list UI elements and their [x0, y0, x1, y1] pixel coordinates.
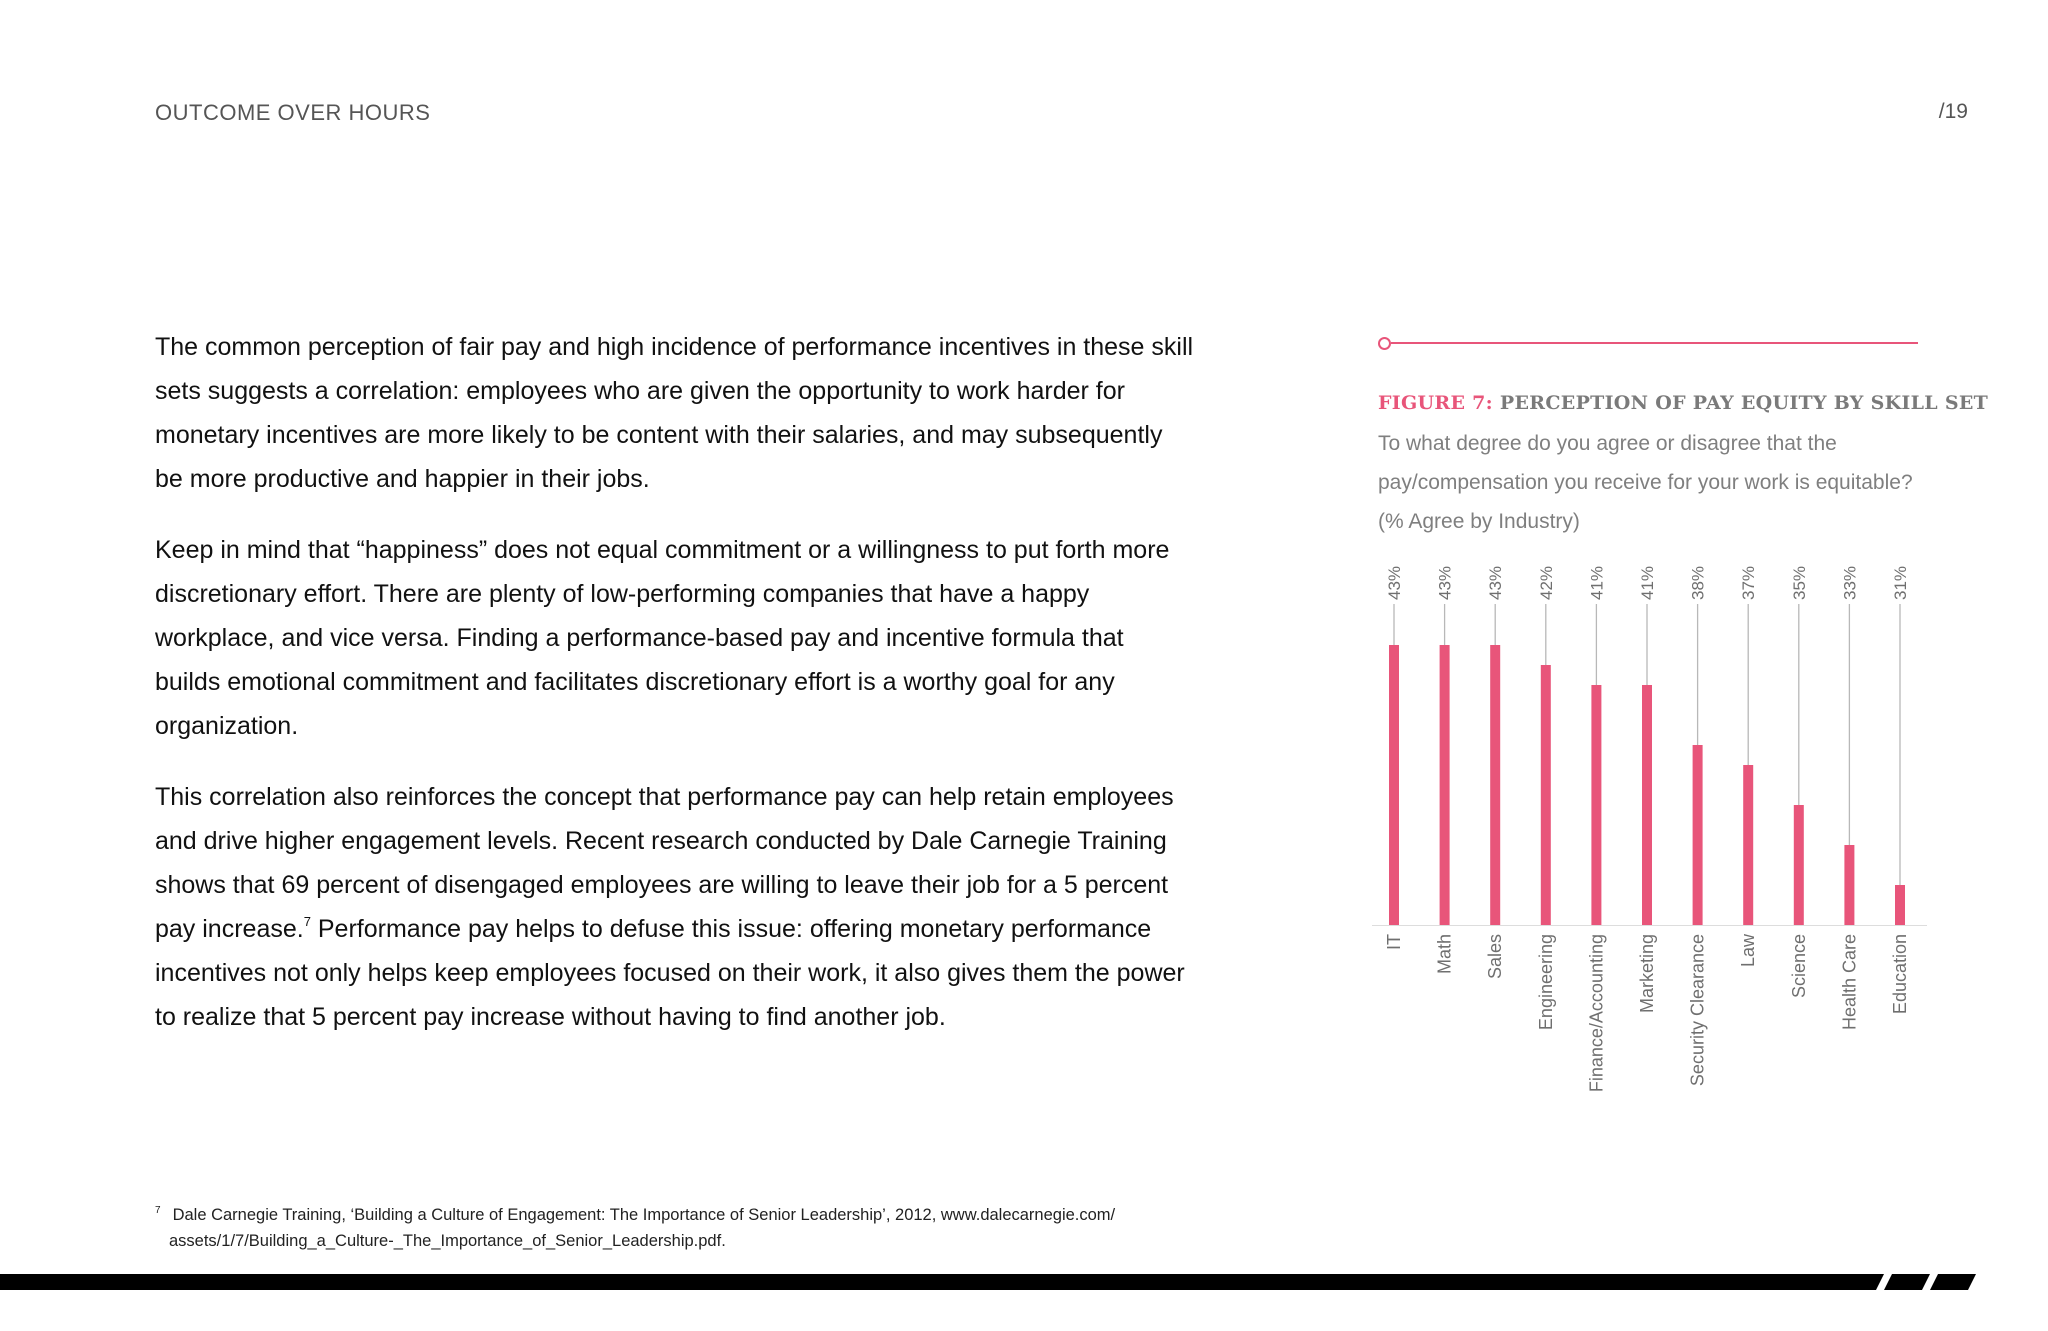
figure-rule [1378, 330, 1918, 356]
figure-rule-line [1391, 342, 1918, 344]
body-text [155, 325, 1195, 1066]
chart-value-label: 42% [1536, 565, 1556, 600]
paragraph-3 [155, 775, 1195, 1039]
figure-rule-dot [1378, 337, 1391, 350]
chart-value-label: 31% [1891, 565, 1910, 600]
figure-title [1378, 392, 1989, 414]
chart-value-label: 43% [1435, 565, 1455, 600]
bottom-bar-main [0, 1274, 1884, 1290]
chart-bar [1591, 685, 1601, 925]
chart-category-label: Finance/Accounting [1586, 934, 1607, 1093]
chart-category-label: Security Clearance [1687, 934, 1708, 1087]
chart-category-label: IT [1384, 934, 1404, 950]
bottom-decorative-bar [0, 1272, 2048, 1292]
footnote-line-2: assets/1/7/Building_a_Culture-_The_Importance_of_Senior_Leadership.pdf. [169, 1232, 726, 1250]
chart-value-label: 33% [1840, 565, 1860, 600]
running-header: OUTCOME OVER HOURS [155, 100, 431, 125]
chart-bar [1642, 685, 1652, 925]
paragraph-1: The common perception of fair pay and high incidence of performance incentives in these skill sets suggests a correlation: employees who are given the opportunity to work harder for monetary incentives are more likely to be content with their salaries, and may subsequently be more productive and happier in their jobs. [155, 333, 1194, 493]
chart-value-label: 43% [1486, 565, 1506, 600]
footnote [155, 1198, 1255, 1254]
bottom-bar-segment-2 [1930, 1274, 1976, 1290]
chart-category-label: Engineering [1535, 934, 1556, 1031]
chart-value-label: 41% [1587, 565, 1607, 600]
chart-category-label: Marketing [1637, 934, 1657, 1014]
figure-subtitle: To what degree do you agree or disagree that the pay/compensation you receive for your work is equitable? (% Agree by Industry) [1378, 432, 1913, 533]
page-number: /19 [1938, 100, 1968, 123]
chart-bar [1794, 805, 1804, 925]
chart-category-label: Health Care [1839, 934, 1860, 1031]
chart-category-label: Law [1738, 934, 1759, 968]
chart-value-label: 37% [1739, 565, 1759, 600]
chart-value-label: 43% [1385, 565, 1404, 600]
chart-value-label: 38% [1688, 565, 1708, 600]
chart-bar [1895, 885, 1905, 925]
chart-bar [1389, 645, 1399, 925]
chart-category-label: Sales [1485, 934, 1506, 980]
paragraph-3-part-2: Performance pay helps to defuse this issue: offering monetary performance incentives not only helps keep employees focused on their work, it also gives them the power to realize that 5 percent pay increase without having to find another job. [155, 915, 1185, 1031]
chart-value-label: 35% [1789, 565, 1809, 600]
chart-bar [1440, 645, 1450, 925]
paragraph-3-part-1: This correlation also reinforces the concept that performance pay can help retain employees and drive higher engagement levels. Recent research conducted by Dale Carnegie Training shows that 69 percent of disengaged employees are willing to leave their job for a 5 percent pay increase. [155, 783, 1174, 943]
chart-bar [1490, 645, 1500, 925]
chart-bar [1743, 765, 1753, 925]
chart-category-label: Education [1890, 934, 1910, 1015]
figure-7 [1378, 330, 1989, 541]
chart-bar [1693, 745, 1703, 925]
bottom-bar-segment-1 [1884, 1274, 1930, 1290]
chart-bar [1541, 665, 1551, 925]
figure-label: FIGURE 7: [1378, 392, 1493, 414]
paragraph-2: Keep in mind that “happiness” does not equal commitment or a willingness to put forth more discretionary effort. There are plenty of low-performing companies that have a happy workplace, and vice versa. Finding a performance-based pay and incentive formula that builds emotional commitment and facilitates discretionary effort is a worthy goal for any organization. [155, 536, 1170, 740]
chart-category-label: Science [1788, 934, 1809, 999]
footnote-line-1: Dale Carnegie Training, ‘Building a Culture of Engagement: The Importance of Senior Leadership’, 2012, www.dalecarnegie.com/ [172, 1206, 1116, 1224]
pay-equity-bar-chart [1372, 560, 1932, 1120]
chart-value-label: 41% [1638, 565, 1657, 600]
chart-bar [1844, 845, 1854, 925]
figure-title-text: PERCEPTION OF PAY EQUITY BY SKILL SET [1499, 392, 1989, 414]
footnote-reference: 7 [303, 914, 311, 929]
chart-category-label: Math [1434, 934, 1455, 975]
footnote-mark: 7 [155, 1205, 161, 1216]
